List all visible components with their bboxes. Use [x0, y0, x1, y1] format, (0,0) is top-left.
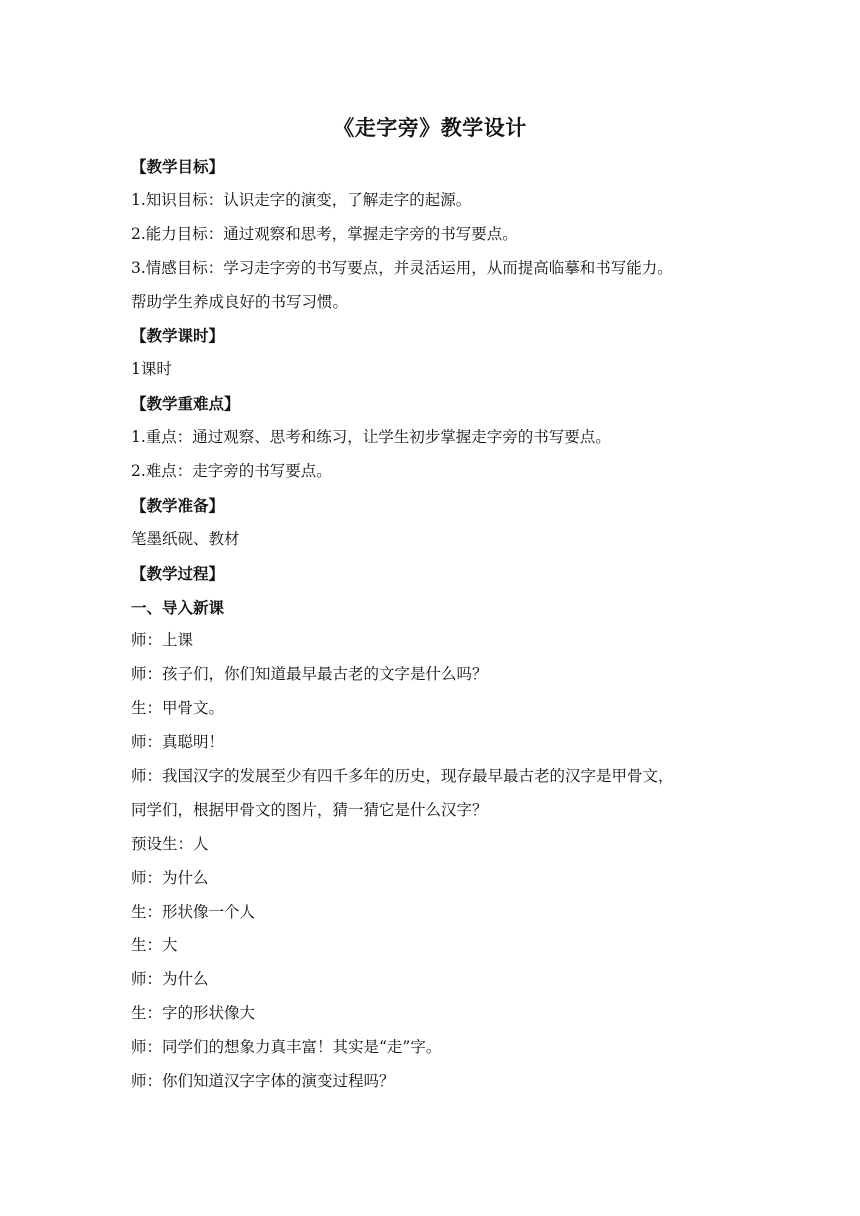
paragraph-line: 师：真聪明！	[131, 733, 225, 752]
paragraph-line: 笔墨纸砚、教材	[131, 529, 240, 548]
paragraph-line: 帮助学生养成良好的书写习惯。	[131, 292, 349, 311]
paragraph-line: 师：同学们的想象力真丰富！其实是“走”字。	[131, 1038, 442, 1057]
paragraph-line: 同学们，根据甲骨文的图片，猜一猜它是什么汉字？	[131, 800, 488, 819]
paragraph-line: 预设生：人	[131, 834, 209, 853]
paragraph-line: 1课时	[131, 360, 172, 379]
document-body	[131, 150, 741, 1099]
paragraph-line: 师：为什么	[131, 970, 209, 989]
section-heading: 【教学目标】	[131, 157, 225, 176]
paragraph-line: 2.能力目标：通过观察和思考，掌握走字旁的书写要点。	[131, 224, 518, 243]
paragraph-line: 师：孩子们，你们知道最早最古老的文字是什么吗？	[131, 665, 488, 684]
paragraph-line: 1.知识目标：认识走字的演变，了解走字的起源。	[131, 190, 472, 209]
paragraph-line: 3.情感目标：学习走字旁的书写要点，并灵活运用，从而提高临摹和书写能力。	[131, 258, 673, 277]
paragraph-line: 1.重点：通过观察、思考和练习，让学生初步掌握走字旁的书写要点。	[131, 428, 611, 447]
paragraph-line: 生：字的形状像大	[131, 1004, 256, 1023]
paragraph-line: 师：上课	[131, 631, 194, 650]
paragraph-line: 师：你们知道汉字字体的演变过程吗？	[131, 1072, 395, 1091]
paragraph-line: 生：甲骨文。	[131, 699, 225, 718]
paragraph-line: 师：我国汉字的发展至少有四千多年的历史，现存最早最古老的汉字是甲骨文，	[131, 767, 674, 786]
paragraph-line: 师：为什么	[131, 868, 209, 887]
document-title: 《走字旁》教学设计	[333, 115, 527, 140]
section-heading: 【教学重难点】	[131, 394, 240, 414]
paragraph-line: 生：大	[131, 936, 178, 955]
section-heading: 一、导入新课	[131, 597, 225, 617]
paragraph-line: 生：形状像一个人	[131, 902, 256, 921]
section-heading: 【教学过程】	[131, 563, 225, 583]
paragraph-line: 2.难点：走字旁的书写要点。	[131, 462, 332, 481]
section-heading: 【教学准备】	[131, 495, 225, 515]
section-heading: 【教学课时】	[131, 326, 225, 346]
